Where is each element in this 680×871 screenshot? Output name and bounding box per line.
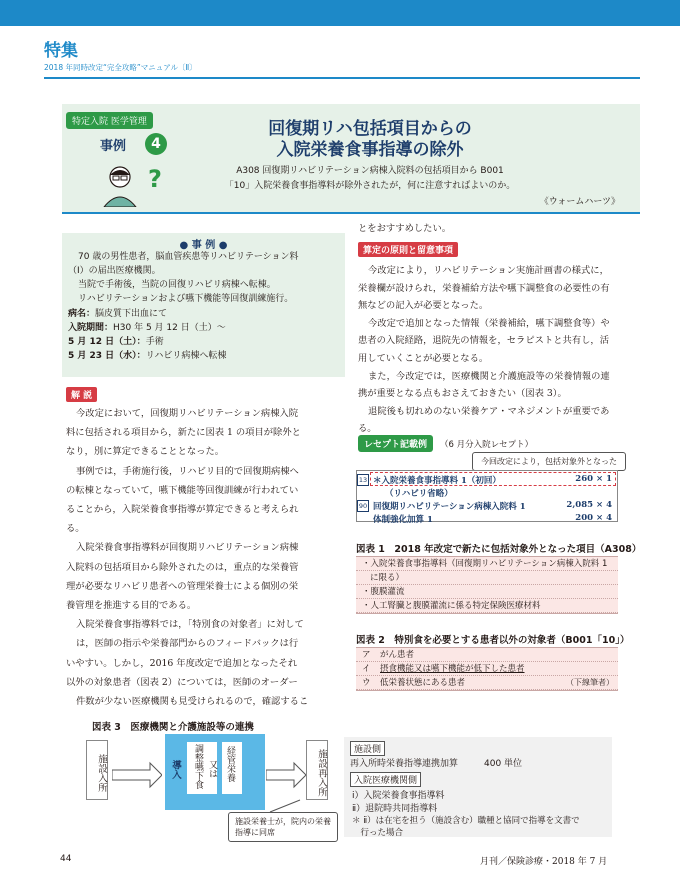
receipt-code: 13 [358,476,368,484]
rules-line: 今改定により，リハビリテーション実施計画書の様式に， [368,265,609,276]
commentary-line: 今改定において，回復期リハビリテーション病棟入院 [76,408,299,419]
page-source: 月刊／保険診療・2018 年 7 月 [480,857,608,867]
hospital-note: ＊ ⅱ）は在宅を担う（施設含む）職種と協同で指導を文書で [352,816,580,826]
case-title-line1: 回復期リハ包括項目からの [268,119,472,139]
diagnosis-label: 病名： [68,309,96,319]
arrow-to-hospital-icon [112,755,162,795]
case-line: （Ⅰ）の届出医療機関。 [68,266,161,276]
rules-line: また，今改定では，医療機関と介護施設等の栄養情報の連 [368,370,610,382]
rules-line: 携が重要となる点もおさえておきたい（図表 3）。 [358,388,567,400]
commentary-line: なり，別に算定できることとなった。 [66,446,225,458]
table2-value: 摂食機能又は嚥下機能が低下した患者 [380,664,525,674]
intro-label: 導入 [170,760,181,779]
commentary-line: 養管理を推進する目的である。 [66,600,197,611]
case-line: リハビリテーションおよび嚥下機能等回復訓練施行。 [78,294,294,304]
date1-label: 5 月 12 日（土）： [68,337,146,347]
receipt-item: 回復期リハビリテーション病棟入院料 1 [373,502,526,512]
facility-side-heading: 施設側 [350,741,385,756]
case-line: 70 歳の男性患者，脳血管疾患等リハビリテーション料 [78,252,299,262]
date2-value: リハビリ病棟へ転棟 [145,351,227,361]
case-question-line2: 「10」入院栄養食事指導料が除外されたが，何に注意すればよいのか。 [224,181,516,191]
case-number-badge: 4 [145,133,167,155]
rules-line: 今改定で追加となった情報（栄養補給，嚥下調整食等）や [368,317,610,329]
receipt-item: （リハビリ省略） [385,489,453,499]
diagnosis-value: 脳皮質下出血にて [95,309,168,319]
tube-feeding-label: 経管栄養 [225,746,235,782]
case-title-line2: 入院栄養食事指導の除外 [276,140,464,160]
receipt-code: 90 [358,502,368,510]
commentary-line: 事例では，手術施行後，リハビリ目的で回復期病棟へ [76,465,299,477]
table2-row [356,662,618,676]
commentary-line: 入院栄養食事指導料では，「特別食の対象者」に対して [76,619,304,631]
receipt-note: （6 月分入院レセプト） [440,440,534,450]
dietitian-callout: 施設栄養士が，院内の栄養指導に同席 [228,812,338,842]
top-color-bar [0,0,680,26]
rules-line: 患者の入院経路，退院先の情報を，セラピストと共有し，活 [358,335,610,347]
rules-line: 栄養欄が設けられ，栄養補給方法や嚥下調整食の必要性の有 [358,282,610,294]
admission-label: 入院期間： [68,323,114,333]
or-label: 又は [207,760,217,778]
receipt-amount: 2,085 × 4 [566,500,612,510]
hospital-note: 行った場合 [352,828,404,838]
readmission-units: 400 単位 [484,759,523,769]
receipt-example-label: レセプト記載例 [358,435,433,452]
receipt-amount: 200 × 4 [575,513,612,523]
hospital-side-heading: 入院医療機関側 [350,772,421,787]
table1-row: ・腹膜灌流 [356,585,618,599]
table2-row [356,648,618,662]
case-line: 当院で手術後，当院の回復リハビリ病棟へ転棟。 [78,280,276,290]
table2-key: ア [362,650,371,660]
question-mark-icon: ? [148,165,162,193]
case-source: 《ウォームハーツ》 [539,197,620,207]
table1-row: に限る） [356,571,618,585]
commentary-heading: 解 説 [66,387,97,402]
section-subtitle: 2018 年同時改定“完全攻略”マニュアル〔Ⅱ〕 [44,63,197,72]
commentary-line: ることから，入院栄養食事指導が算定できると考えられ [66,504,299,515]
commentary-line: 以外の対象患者（図表 2）については，医師のオーダー [66,676,298,688]
receipt-item: ＊入院栄養食事指導料 1（初回） [373,476,501,486]
commentary-line: の転棟となっていて，嚥下機能等回復訓練が行われてい [66,484,299,496]
commentary-line: 件数が少ない医療機関も見受けられるので，確認するこ [76,696,309,707]
header-rule [44,77,640,79]
case-label: 事例 [100,139,127,154]
person-icon [100,163,140,207]
table1-row: ・入院栄養食事指導料（回復期リハビリテーション病棟入院料 1 [356,557,618,571]
table1-title: 図表 1 2018 年改定で新たに包括対象外となった項目（A308） [356,544,642,555]
commentary-line: 入院料の包括項目から除外されたのは，重点的な栄養管 [66,561,299,573]
case-detail-heading: ● 事 例 ● [179,240,228,251]
category-tag: 特定入院 医学管理 [66,112,153,129]
table2-note: （下線筆者） [566,678,614,687]
date2-label: 5 月 23 日（水）： [68,351,146,361]
table1-row: ・人工腎臓と腹膜灌流に係る特定保険医療材料 [356,599,618,613]
commentary-line: 理が必要なリハビリ患者への管理栄養士による個別の栄 [66,580,299,592]
commentary-line: る。 [66,523,85,535]
right-top-line: とをおすすめしたい。 [358,223,452,234]
arrow-to-facility-icon [266,755,306,795]
rules-line: 退院後も切れめのない栄養ケア・マネジメントが重要であ [368,405,610,417]
date1-value: 手術 [145,337,164,347]
hospital-item: ⅱ）退院時共同指導料 [352,804,438,814]
table2-key: ウ [362,678,371,688]
table2-key: イ [362,664,371,674]
rules-line: る。 [358,423,377,435]
figure3-title: 図表 3 医療機関と介護施設等の連携 [92,722,254,733]
case-question-line1: A308 回復期リハビリテーション病棟入院料の包括項目から B001 [236,166,504,176]
section-title: 特集 [44,41,78,61]
receipt-item: 体制強化加算 1 [373,515,433,525]
table2-row [356,676,618,690]
dysphagia-diet-label: 調整嚥下食 [193,744,203,789]
commentary-line: は，医師の指示や栄養部門からのフィードバックは行 [76,638,299,650]
hospital-item: ⅰ）入院栄養食事指導料 [352,791,445,801]
receipt-amount: 260 × 1 [575,474,612,484]
readmission-addition: 再入所時栄養指導連携加算 [350,759,459,769]
admission-value: H30 年 5 月 12 日（土）～ [113,323,226,333]
table2-title: 図表 2 特別食を必要とする患者以外の対象者（B001「10」） [356,635,630,646]
facility-readmission-box: 施設再入所 [306,740,328,800]
table2-value: 低栄養状態にある患者 [380,678,466,688]
receipt-callout: 今回改定により，包括対象外となった [472,452,626,471]
rules-line: 無などの記入が必要となった。 [358,300,489,312]
facility-admission-box: 施設入所 [86,740,108,800]
commentary-line: 料に包括される項目から，新たに図表 1 の項目が除外と [66,427,301,439]
rules-heading: 算定の原則と留意事項 [358,242,458,257]
rules-line: 用していくことが必要となる。 [358,353,489,364]
table2-value: がん患者 [380,650,415,660]
commentary-line: 入院栄養食事指導料が回復期リハビリテーション病棟 [76,542,299,554]
page-number: 44 [60,854,72,864]
commentary-line: いやすい。しかし，2016 年度改定で追加となったそれ [66,657,298,669]
